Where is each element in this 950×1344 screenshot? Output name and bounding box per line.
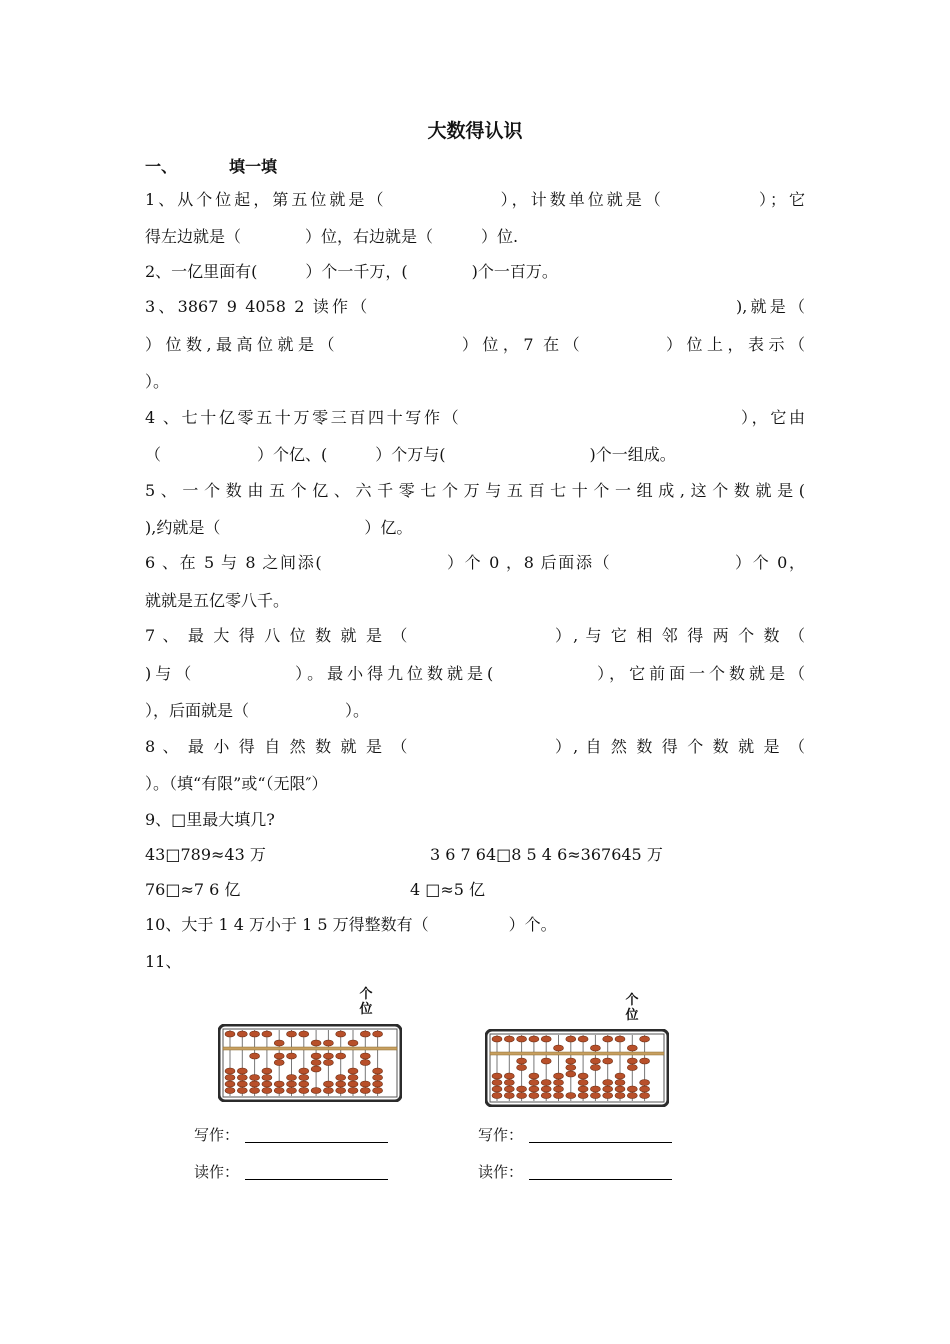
question-line: （ ）个亿、( ）个万与( )个一组成。 — [145, 445, 676, 464]
q9-item: 3 6 7 64□8 5 4 6≈367645 万 — [430, 845, 663, 864]
section-heading — [145, 154, 277, 177]
write-answer-line[interactable] — [529, 1142, 672, 1143]
question-line: ），后面就是（ ）。 — [145, 701, 370, 720]
write-answer-line[interactable] — [245, 1142, 388, 1143]
read-label: 读作： — [478, 1163, 524, 1181]
question-line: ),约就是（ ）亿。 — [145, 518, 413, 537]
read-answer-line[interactable] — [529, 1179, 672, 1180]
page-title: 大数得认识 — [427, 120, 523, 142]
question-line: 4 、七十亿零五十万零三百四十写作（ ），它由 — [145, 408, 805, 427]
question-line: 得左边就是（ ）位，右边就是（ ）位. — [145, 227, 519, 246]
abacus-image — [485, 1029, 669, 1107]
read-label: 读作： — [194, 1163, 240, 1181]
question-line: 7 、 最 大 得 八 位 数 就 是 （ ）, 与 它 相 邻 得 两 个 数 （ — [145, 626, 805, 645]
question-line: 就就是五亿零八千。 — [145, 591, 290, 610]
place-label: 个位 — [625, 993, 639, 1023]
question-line: ）。（填“有限”或“（无限″） — [145, 774, 328, 793]
question-line: ）。 — [145, 372, 170, 391]
question-line: 10、大于 1 4 万小于 1 5 万得整数有（ ）个。 — [145, 915, 557, 934]
section-number: 一、 — [145, 157, 178, 176]
question-line: 8 、 最 小 得 自 然 数 就 是 （ ）, 自 然 数 得 个 数 就 是 （ — [145, 737, 805, 756]
question-line: 3、3867 9 4058 2 读作（ ),就是（ — [145, 297, 805, 316]
q9-item: 76□≈7 6 亿 — [145, 880, 241, 899]
section-label: 填一填 — [229, 157, 278, 176]
question-line: 5、一个数由五个亿、六千零七个万与五百七十个一组成,这个数就是( — [145, 481, 805, 500]
q9-item: 4 □≈5 亿 — [410, 880, 486, 899]
question-line: 1、从个位起，第五位就是（ ），计数单位就是（ ）；它 — [145, 190, 805, 209]
q9-item: 43□789≈43 万 — [145, 845, 266, 864]
read-answer-line[interactable] — [245, 1179, 388, 1180]
abacus-image — [218, 1024, 402, 1102]
write-label: 写作： — [194, 1126, 240, 1144]
question-line: 6 、在 5 与 8 之间添( ）个 0 ，8 后面添（ ）个 0， — [145, 553, 805, 572]
question-line: 9、□里最大填几? — [145, 810, 275, 829]
question-line: )与（ ）。最小得九位数就是( ），它前面一个数就是（ — [145, 664, 805, 683]
question-line: ）位数,最高位就是（ ）位，7 在（ ）位上，表示（ — [145, 335, 805, 354]
question-line: 2、一亿里面有( ）个一千万，( )个一百万。 — [145, 262, 558, 281]
question-line: 11、 — [145, 952, 182, 971]
place-label: 个位 — [359, 987, 373, 1017]
write-label: 写作： — [478, 1126, 524, 1144]
